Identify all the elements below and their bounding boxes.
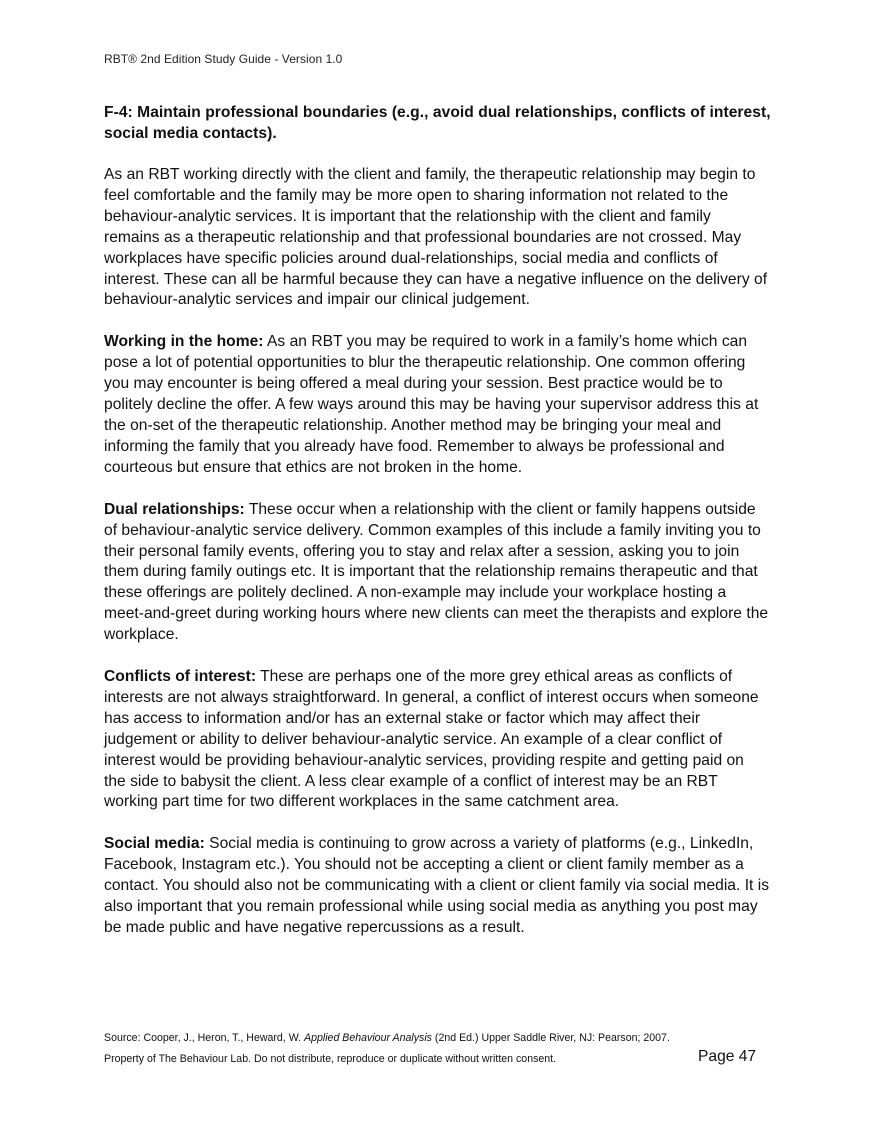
paragraph-line: interest would be providing behaviour-analytic services, providing respite and getting paid on <box>104 751 744 769</box>
property-notice: Property of The Behaviour Lab. Do not distribute, reproduce or duplicate without written consent. <box>104 1053 557 1065</box>
source-prefix: Source: Cooper, J., Heron, T., Heward, W. <box>104 1032 304 1044</box>
page-footer <box>104 1030 764 1068</box>
paragraph-line: pose a lot of potential opportunities to blur the therapeutic relationship. One common offering <box>104 354 746 372</box>
section-title-line: F-4: Maintain professional boundaries (e.g., avoid dual relationships, conflicts of interest, <box>104 104 771 121</box>
paragraph-line <box>104 834 780 855</box>
paragraph-text: Social media is continuing to grow across a variety of platforms (e.g., LinkedIn, <box>204 835 754 853</box>
paragraph-line: Facebook, Instagram etc.). You should not be accepting a client or client family member as a <box>104 856 744 874</box>
source-title: Applied Behaviour Analysis <box>304 1032 432 1044</box>
paragraph-line <box>104 500 780 521</box>
paragraph-line: has access to information and/or has an external stake or factor which may affect their <box>104 709 701 727</box>
paragraph-line: behaviour-analytic services. It is important that the relationship with the client and family <box>104 207 711 225</box>
source-suffix: (2nd Ed.) Upper Saddle River, NJ: Pearson; 2007. <box>431 1032 670 1044</box>
paragraph-lead: Working in the home: <box>104 333 264 351</box>
section-title <box>104 102 780 144</box>
paragraph-line: the side to babysit the client. A less clear example of a conflict of interest may be an RBT <box>104 772 718 790</box>
paragraph-line: contact. You should also not be communicating with a client or client family via social media. It is <box>104 877 770 895</box>
paragraph-line: you may encounter is being offered a meal during your session. Best practice would be to <box>104 375 723 393</box>
paragraph-text: These occur when a relationship with the client or family happens outside <box>244 500 756 518</box>
intro-paragraph <box>104 165 780 311</box>
paragraph-text: These are perhaps one of the more grey ethical areas as conflicts of <box>256 668 733 686</box>
paragraph-lead: Dual relationships: <box>104 500 245 518</box>
paragraph-line: working part time for two different workplaces in the same catchment area. <box>104 793 620 811</box>
social-media-paragraph <box>104 834 780 939</box>
paragraph-line: also important that you remain professional while using social media as anything you post may <box>104 898 758 916</box>
paragraph-lead: Conflicts of interest: <box>104 668 257 686</box>
paragraph-line <box>104 332 780 353</box>
paragraph-line: interests are not always straightforward. In general, a conflict of interest occurs when someone <box>104 688 759 706</box>
running-header: RBT® 2nd Edition Study Guide - Version 1.0 <box>104 52 343 66</box>
paragraph-line: workplace. <box>104 626 179 644</box>
paragraph-line: the on-set of the therapeutic relationship. Another method may be bringing your meal and <box>104 416 722 434</box>
paragraph-line: interest. These can all be harmful because they can have a negative influence on the delivery of <box>104 270 768 288</box>
paragraph-line: these offerings are politely declined. A non-example may include your workplace hosting a <box>104 584 727 602</box>
paragraph-line: them during family outings etc. It is important that the relationship remains therapeutic and that <box>104 563 758 581</box>
source-citation <box>104 1030 764 1046</box>
paragraph-line: As an RBT working directly with the client and family, the therapeutic relationship may begin to <box>104 166 756 183</box>
page-number: Page 47 <box>698 1048 757 1065</box>
paragraph-text: As an RBT you may be required to work in a family’s home which can <box>263 333 748 351</box>
paragraph-line: workplaces have specific policies around dual-relationships, social media and conflicts of <box>104 249 718 267</box>
section-title-line: social media contacts). <box>104 125 277 142</box>
paragraph-lead: Social media: <box>104 835 205 853</box>
paragraph-line <box>104 667 780 688</box>
paragraph-line: behaviour-analytic services and impair our clinical judgement. <box>104 291 530 309</box>
paragraph-line: of behaviour-analytic service delivery. Common examples of this include a family inviting you to <box>104 521 761 539</box>
paragraph-line: their personal family events, offering you to stay and relax after a session, asking you to join <box>104 542 740 560</box>
paragraph-line: meet-and-greet during working hours where new clients can meet the therapists and explore the <box>104 605 769 623</box>
footer-bottom-row <box>104 1050 764 1068</box>
page-content <box>104 102 780 960</box>
working-in-home-paragraph <box>104 332 780 478</box>
dual-relationships-paragraph <box>104 500 780 646</box>
conflicts-of-interest-paragraph <box>104 667 780 813</box>
paragraph-line: judgement or ability to deliver behaviour-analytic service. An example of a clear conflict of <box>104 730 723 748</box>
paragraph-line: courteous but ensure that ethics are not broken in the home. <box>104 458 523 476</box>
paragraph-line: informing the family that you already have food. Remember to always be professional and <box>104 437 725 455</box>
paragraph-line: politely decline the offer. A few ways around this may be having your supervisor address this at <box>104 396 759 414</box>
paragraph-line: feel comfortable and the family may be more open to sharing information not related to the <box>104 186 729 204</box>
paragraph-line: remains as a therapeutic relationship and that professional boundaries are not crossed. May <box>104 228 742 246</box>
paragraph-line: be made public and have negative repercussions as a result. <box>104 919 525 936</box>
